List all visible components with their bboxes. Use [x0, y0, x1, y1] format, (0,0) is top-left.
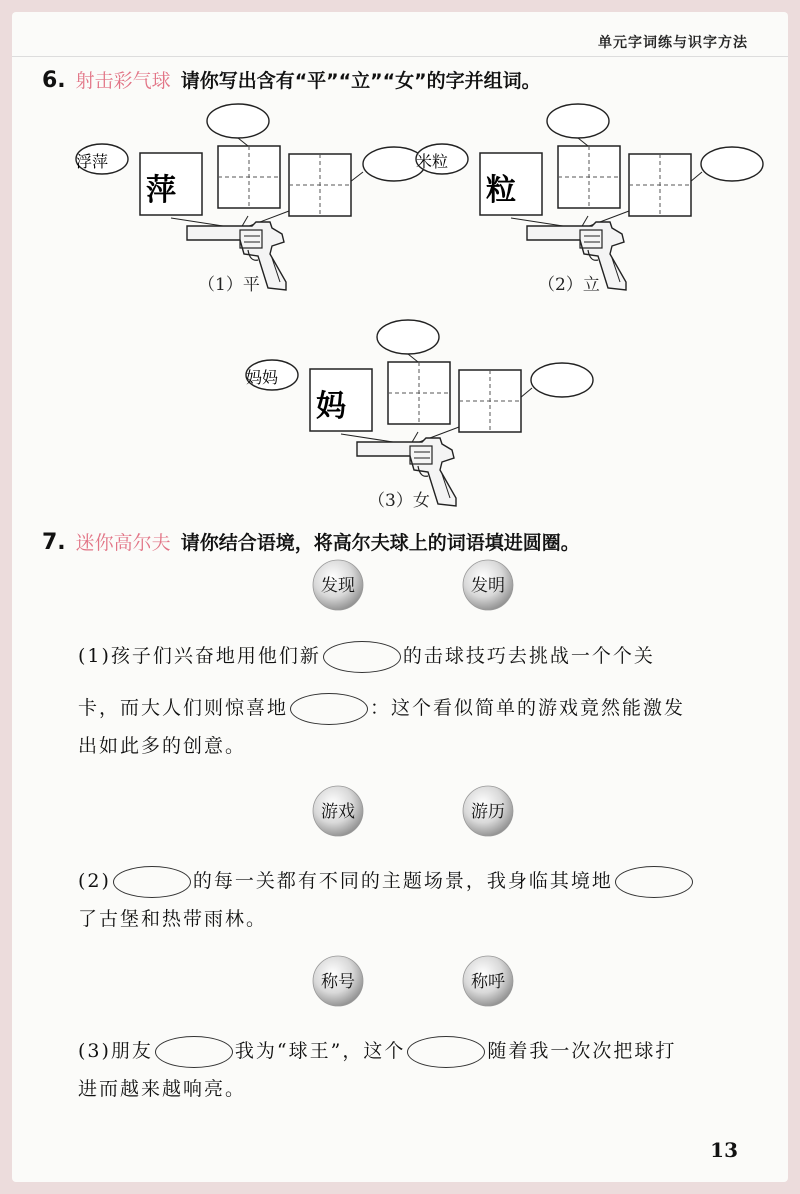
example-word-1: 浮萍	[76, 152, 109, 171]
group-caption-2: （2）立	[538, 275, 600, 295]
example-word-2: 米粒	[416, 152, 449, 171]
golf-ball-label: 发现	[321, 576, 355, 596]
q6-number: 6.	[42, 68, 66, 93]
blank-oval-4[interactable]	[615, 866, 693, 898]
q7-sentence-1: (1)孩子们兴奋地用他们新 的击球技巧去挑战一个个关 卡，而大人们则惊喜地 ：这个看似简单的游戏竟然能激发 出如此多的创意。	[78, 637, 768, 765]
balloon-right-2[interactable]	[701, 147, 763, 181]
q7-title: 迷你高尔夫	[75, 532, 171, 554]
write-box-top-2[interactable]	[558, 146, 620, 208]
blank-oval-2[interactable]	[290, 693, 368, 725]
q6-instruction: 请你写出含有“平”“立”“女”的字并组词。	[180, 70, 541, 92]
blank-oval-5[interactable]	[155, 1036, 233, 1068]
group-caption-3: （3）女	[368, 491, 430, 511]
write-box-right-3[interactable]	[459, 370, 521, 432]
q7-number: 7.	[42, 530, 66, 555]
balloon-top-2[interactable]	[547, 104, 609, 138]
q7-heading	[42, 528, 580, 555]
q7-instruction: 请你结合语境，将高尔夫球上的词语填进圆圈。	[180, 532, 580, 554]
example-char-3: 妈	[316, 389, 346, 424]
blank-oval-6[interactable]	[407, 1036, 485, 1068]
blank-oval-1[interactable]	[323, 641, 401, 673]
balloon-top-1[interactable]	[207, 104, 269, 138]
unit-header: 单元字词练与识字方法	[598, 35, 748, 51]
q7-sentence-3: (3)朋友 我为“球王”，这个 随着我一次次把球打 进而越来越响亮。	[78, 1032, 768, 1108]
example-char-2: 粒	[486, 173, 516, 208]
write-box-top-3[interactable]	[388, 362, 450, 424]
write-box-top-1[interactable]	[218, 146, 280, 208]
workbook-page	[12, 12, 788, 1182]
page-number: 13	[710, 1138, 738, 1162]
q7-sentence-2: (2) 的每一关都有不同的主题场景，我身临其境地 了古堡和热带雨林。	[78, 862, 768, 938]
q6-diagram	[12, 12, 788, 1182]
example-word-3: 妈妈	[246, 368, 279, 387]
golf-ball-label: 游戏	[321, 802, 355, 822]
group-caption-1: （1）平	[198, 275, 260, 295]
golf-ball-label: 称呼	[471, 972, 505, 992]
golf-ball-label: 发明	[471, 576, 505, 596]
balloon-top-3[interactable]	[377, 320, 439, 354]
balloon-right-3[interactable]	[531, 363, 593, 397]
q6-title: 射击彩气球	[75, 70, 171, 92]
write-box-right-2[interactable]	[629, 154, 691, 216]
blank-oval-3[interactable]	[113, 866, 191, 898]
golf-ball-label: 称号	[321, 972, 355, 992]
example-char-1: 萍	[146, 173, 176, 208]
write-box-right-1[interactable]	[289, 154, 351, 216]
golf-ball-label: 游历	[471, 802, 505, 822]
